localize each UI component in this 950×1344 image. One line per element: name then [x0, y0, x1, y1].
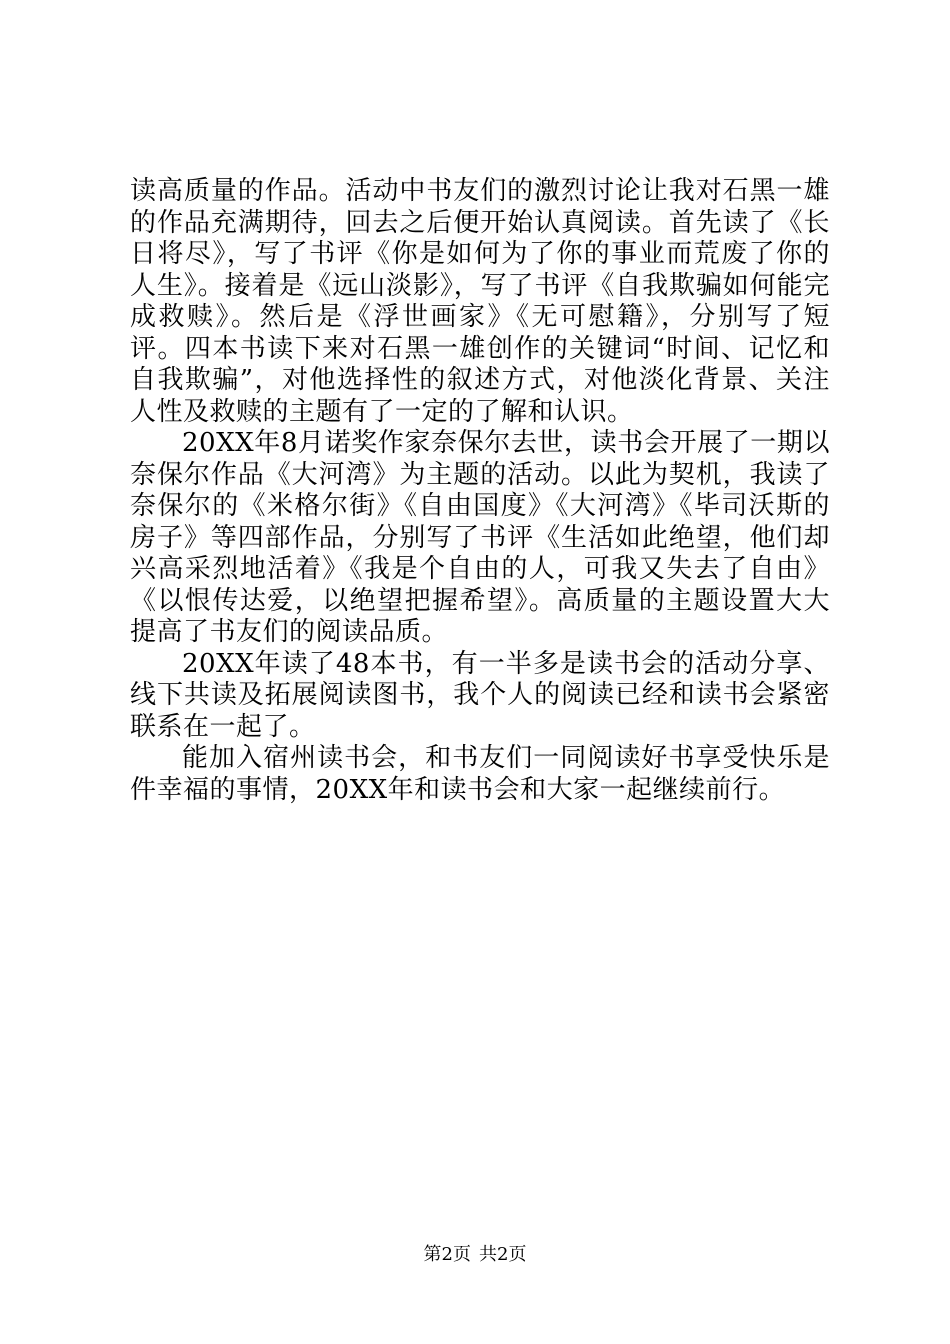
paragraph-2: 20XX年8月诺奖作家奈保尔去世，读书会开展了一期以奈保尔作品《大河湾》为主题的活动。以此为契机，我读了奈保尔的《米格尔街》《自由国度》《大河湾》《毕司沃斯的房子》等四部作品，分别写了书评《生活如此绝望，他们却兴高采烈地活着》《我是个自由的人，可我又失去了自由》《以恨传达爱，以绝望把握希望》。高质量的主题设置大大提高了书友们的阅读品质。	[130, 428, 830, 647]
page-total: 共2页	[479, 1244, 527, 1265]
paragraph-3: 20XX年读了48本书，有一半多是读书会的活动分享、线下共读及拓展阅读图书，我个人的阅读已经和读书会紧密联系在一起了。	[130, 648, 830, 742]
page-footer	[0, 1244, 950, 1266]
document-body	[130, 176, 830, 806]
page-number: 第2页	[423, 1244, 471, 1265]
paragraph-4: 能加入宿州读书会，和书友们一同阅读好书享受快乐是件幸福的事情，20XX年和读书会和大家一起继续前行。	[130, 743, 830, 805]
paragraph-1: 读高质量的作品。活动中书友们的激烈讨论让我对石黑一雄的作品充满期待，回去之后便开始认真阅读。首先读了《长日将尽》，写了书评《你是如何为了你的事业而荒废了你的人生》。接着是《远山淡影》，写了书评《自我欺骗如何能完成救赎》。然后是《浮世画家》《无可慰籍》，分别写了短评。四本书读下来对石黑一雄创作的关键词“时间、记忆和自我欺骗”，对他选择性的叙述方式，对他淡化背景、关注人性及救赎的主题有了一定的了解和认识。	[130, 176, 830, 427]
